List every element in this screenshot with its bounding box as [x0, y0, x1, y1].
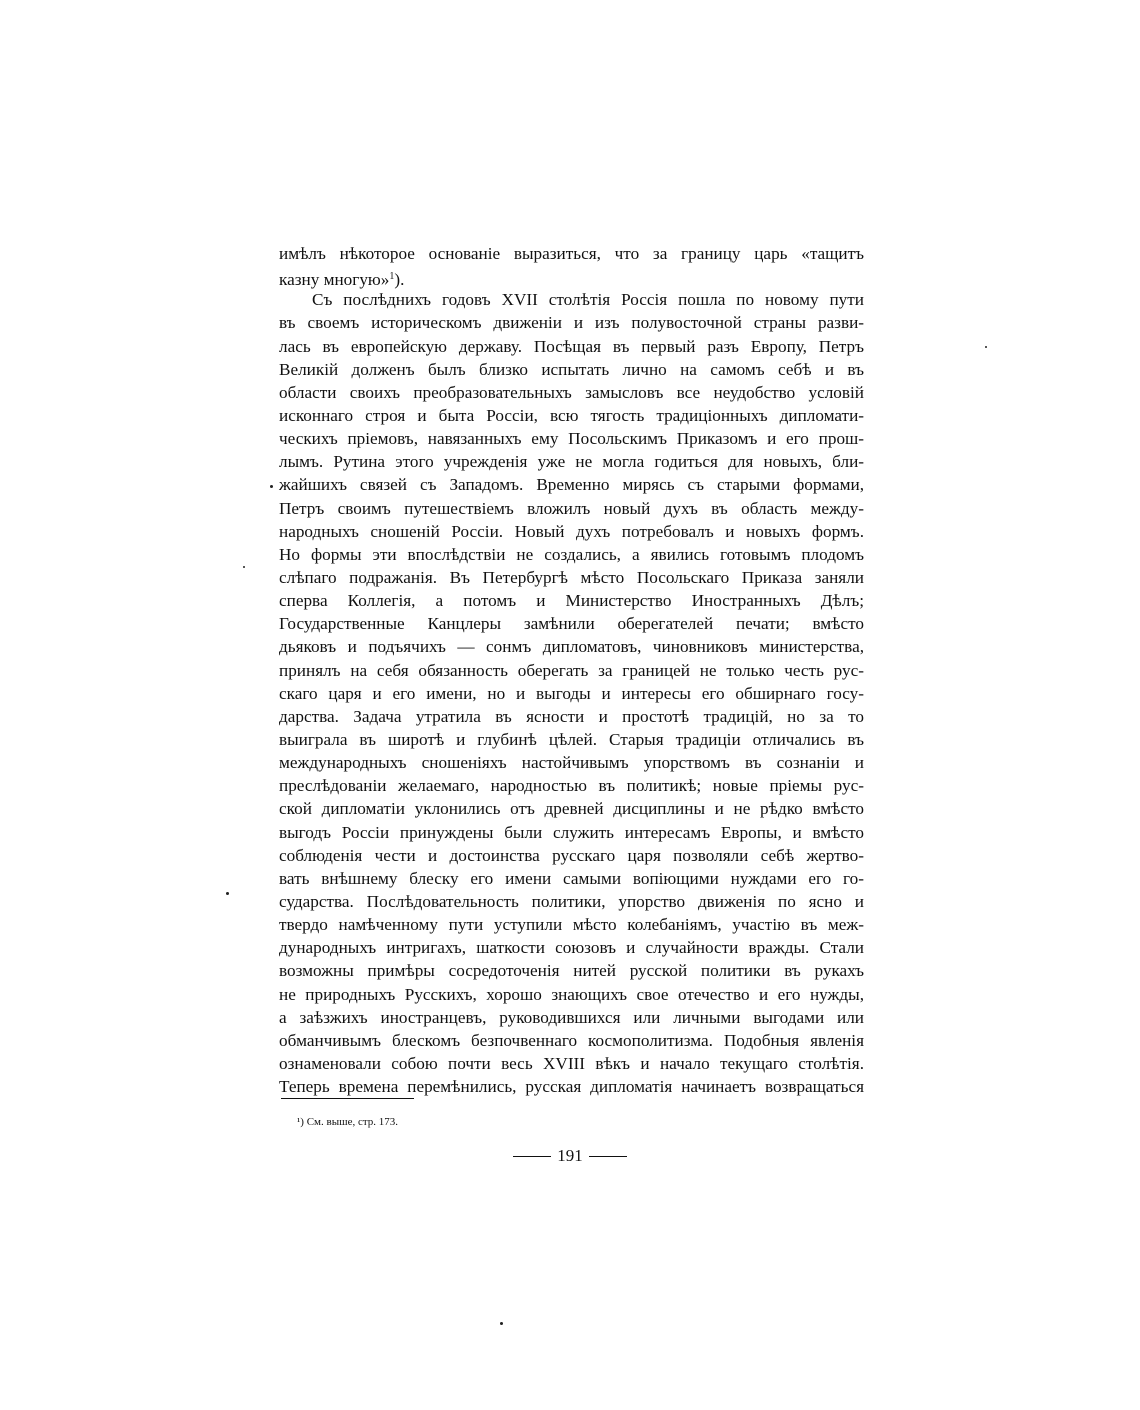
text-line-content: области своихъ преобразовательныхъ замысловъ все неудобство условій	[279, 382, 864, 402]
text-line	[279, 1006, 864, 1029]
text-line	[279, 659, 864, 682]
text-line	[279, 1029, 864, 1052]
text-line-content: обманчивымъ блескомъ безпочвеннаго космополитизма. Подобныя явленія	[279, 1030, 864, 1050]
footnote-marker: 1	[389, 271, 395, 283]
text-line-content: въ своемъ историческомъ движеніи и изъ полувосточной страны разви-	[279, 313, 864, 333]
text-line	[279, 797, 864, 820]
text-line-content: жайшихъ связей съ Западомъ. Временно мирясь съ старыми формами,	[279, 475, 864, 495]
text-line	[279, 936, 864, 959]
text-line	[279, 867, 864, 890]
text-line	[279, 728, 864, 751]
scan-speck	[500, 1322, 503, 1325]
text-line	[279, 288, 864, 311]
text-line-content: Петръ своимъ путешествіемъ вложилъ новый духъ въ область между-	[279, 498, 864, 518]
text-line	[279, 404, 864, 427]
text-line-content: сударства. Послѣдовательность политики, упорство движенія по ясно и	[279, 891, 864, 911]
scan-speck	[985, 346, 987, 348]
text-line-content: твердо намѣченному пути уступили мѣсто колебаніямъ, участію въ меж-	[279, 915, 864, 935]
text-line-content: Великій долженъ былъ близко испытать лично на самомъ себѣ и въ	[279, 359, 864, 379]
page-number	[513, 1144, 627, 1168]
text-line-content: дарства. Задача утратила въ ясности и простотѣ традицій, но за то	[279, 706, 864, 726]
text-line-content: Но формы эти впослѣдствіи не создались, а явились готовымъ плодомъ	[279, 544, 864, 564]
text-line	[279, 311, 864, 334]
text-line-content: скаго царя и его имени, но и выгоды и интересы его обширнаго госу-	[279, 683, 864, 703]
page-number-dash-right	[589, 1156, 627, 1157]
text-line-content: Съ послѣднихъ годовъ XVII столѣтія Россія пошла по новому пути	[312, 290, 864, 310]
text-line	[279, 473, 864, 496]
text-line	[279, 242, 864, 265]
text-line	[279, 774, 864, 797]
text-line-content: а заѣзжихъ иностранцевъ, руководившихся или личными выгодами или	[279, 1007, 864, 1027]
text-line-content: слѣпаго подражанія. Въ Петербургѣ мѣсто Посольскаго Приказа заняли	[279, 567, 864, 587]
text-line	[279, 1075, 864, 1098]
footnote: ¹) См. выше, стр. 173.	[297, 1116, 399, 1128]
text-line	[279, 450, 864, 473]
text-line-content: казну многую»	[279, 270, 390, 290]
text-line-content: лымъ. Рутина этого учрежденія уже не могла годиться для новыхъ, бли-	[279, 452, 864, 472]
text-line-content: дьяковъ и подъячихъ — сонмъ дипломатовъ, чиновниковъ министерства,	[279, 637, 864, 657]
text-line	[279, 751, 864, 774]
text-line	[279, 335, 864, 358]
text-line-content: выгодъ Россіи принуждены были служить интересамъ Европы, и вмѣсто	[279, 822, 864, 842]
text-line	[279, 890, 864, 913]
text-line-content: возможны примѣры сосредоточенія нитей русской политики въ рукахъ	[279, 961, 864, 981]
scan-speck	[270, 485, 273, 488]
text-line	[279, 705, 864, 728]
text-line	[279, 566, 864, 589]
text-line	[279, 1052, 864, 1075]
text-line	[279, 358, 864, 381]
footnote-rule	[281, 1098, 414, 1099]
text-line-content: дународныхъ интригахъ, шаткости союзовъ и случайности вражды. Стали	[279, 938, 864, 958]
scan-speck	[226, 892, 229, 895]
text-line-content: Теперь времена перемѣнились, русская дипломатія начинаетъ возвращаться	[279, 1077, 864, 1097]
text-line-content: принялъ на себя обязанность оберегать за границей не только честь рус-	[279, 660, 864, 680]
text-line-content: преслѣдованіи желаемаго, народностью въ политикѣ; новые пріемы рус-	[279, 776, 864, 796]
text-line	[279, 612, 864, 635]
text-line-content: народныхъ сношеній Россіи. Новый духъ потребовалъ и новыхъ формъ.	[279, 521, 864, 541]
text-line-content: международныхъ сношеніяхъ настойчивымъ упорствомъ въ сознаніи и	[279, 753, 864, 773]
text-line-tail: ).	[394, 270, 405, 290]
text-line-content: соблюденія чести и достоинства русскаго царя позволяли себѣ жертво-	[279, 845, 864, 865]
text-line	[279, 913, 864, 936]
text-line-content: ской дипломатіи уклонились отъ древней дисциплины и не рѣдко вмѣсто	[279, 799, 864, 819]
text-line	[279, 265, 864, 288]
text-line	[279, 427, 864, 450]
text-line-content: исконнаго строя и быта Россіи, всю тягость традиціонныхъ дипломати-	[279, 405, 864, 425]
text-line	[279, 543, 864, 566]
text-line	[279, 821, 864, 844]
text-line	[279, 381, 864, 404]
text-line	[279, 983, 864, 1006]
text-line	[279, 844, 864, 867]
page-number-value: 191	[557, 1146, 583, 1165]
text-line	[279, 635, 864, 658]
text-line-content: лась въ европейскую державу. Посѣщая въ первый разъ Европу, Петръ	[279, 336, 864, 356]
body-text	[279, 242, 864, 1098]
text-line	[279, 589, 864, 612]
text-line-content: вать внѣшнему блеску его имени самыми вопіющими нуждами его го-	[279, 868, 864, 888]
text-line	[279, 497, 864, 520]
text-line	[279, 682, 864, 705]
text-line-content: Государственные Канцлеры замѣнили оберегателей печати; вмѣсто	[279, 614, 864, 634]
text-line	[279, 959, 864, 982]
text-line-content: имѣлъ нѣкоторое основаніе выразиться, что за границу царь «тащитъ	[279, 244, 864, 263]
text-line-content: не природныхъ Русскихъ, хорошо знающихъ свое отечество и его нужды,	[279, 984, 864, 1004]
text-line	[279, 520, 864, 543]
text-line-content: ознаменовали собою почти весь XVIII вѣкъ и начало текущаго столѣтія.	[279, 1053, 864, 1073]
scan-speck	[243, 566, 245, 568]
text-line-content: ческихъ пріемовъ, навязанныхъ ему Посольскимъ Приказомъ и его прош-	[279, 429, 864, 449]
text-line-content: сперва Коллегія, а потомъ и Министерство Иностранныхъ Дѣлъ;	[279, 591, 864, 611]
text-line-content: выиграла въ широтѣ и глубинѣ цѣлей. Старыя традиціи отличались въ	[279, 729, 864, 749]
page-number-dash-left	[513, 1156, 551, 1157]
